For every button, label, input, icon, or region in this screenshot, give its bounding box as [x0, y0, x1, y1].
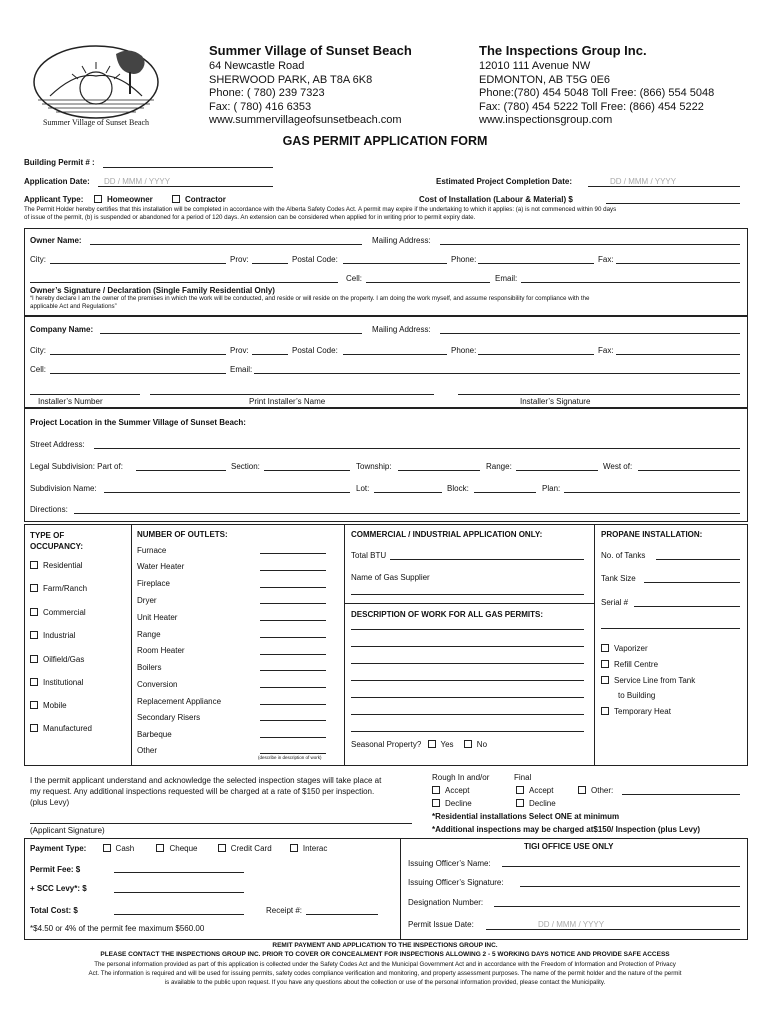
permit-notice-line1: The Permit Holder hereby certifies that this installation will be completed in accordance with the Alberta Safety Codes Act. A permit may expire if the undertaking to which it applies: (a) is not commenced within 90 days [24, 206, 617, 213]
company-city-label: City: [30, 346, 46, 355]
seasonal-yes-checkbox[interactable] [428, 740, 436, 748]
township-label: Township: [356, 462, 392, 471]
propane-to-building: to Building [618, 691, 656, 700]
cost-field[interactable] [606, 203, 740, 204]
seasonal-property [351, 740, 487, 749]
permit-issue-date-label: Permit Issue Date: [408, 920, 474, 929]
applicant-signature-field[interactable] [30, 823, 412, 824]
permit-fee-field[interactable] [114, 872, 244, 873]
outlet-furnace: Furnace [137, 546, 167, 555]
other-inspection-field[interactable] [622, 794, 740, 795]
cash-checkbox[interactable] [103, 844, 111, 852]
block-label: Block: [447, 484, 469, 493]
total-cost-field[interactable] [114, 914, 244, 915]
owner-cell-label: Cell: [346, 274, 363, 283]
final-accept-checkbox[interactable] [516, 786, 524, 794]
owner-phone-label: Phone: [451, 255, 477, 264]
subdivision-name-label: Subdivision Name: [30, 484, 97, 493]
rough-in-decline-checkbox[interactable] [432, 799, 440, 807]
officer-signature-field[interactable] [520, 886, 740, 887]
form-title: GAS PERMIT APPLICATION FORM [282, 134, 488, 148]
ack-line2: my request. Any additional inspections requested will be charged at a rate of $150 per inspection. [30, 787, 375, 796]
building-permit-label: Building Permit # : [24, 158, 95, 167]
outlet-unit-heater-field[interactable] [260, 620, 326, 621]
refill-centre-checkbox[interactable] [601, 660, 609, 668]
occupancy-mobile[interactable]: Mobile [30, 701, 67, 710]
serial-label: Serial # [601, 598, 629, 607]
vaporizer-checkbox[interactable] [601, 644, 609, 652]
footer-privacy-1: The personal information provided as part of this application is collected under the Safety Codes Act and the Municipal Government Act and in accordance with the Freedom of Information and Protection of Privacy [94, 961, 676, 968]
receipt-label: Receipt #: [266, 906, 303, 915]
rough-in-label: Rough In and/or [432, 773, 490, 782]
other-inspection[interactable]: Other: [578, 786, 613, 795]
ack-line1: I the permit applicant understand and acknowledge the selected inspection stages will take place at [30, 776, 382, 785]
work-description-line-7[interactable] [351, 731, 584, 732]
range-field[interactable] [516, 470, 598, 471]
receipt-field[interactable] [306, 914, 378, 915]
inspections-phone: Phone:(780) 454 5048 Toll Free: (866) 554 5048 [479, 87, 715, 99]
propane-vaporizer[interactable]: Vaporizer [601, 644, 648, 653]
inspections-fax: Fax: (780) 454 5222 Toll Free: (866) 454 5222 [479, 100, 704, 113]
final-decline-checkbox[interactable] [516, 799, 524, 807]
grid-divider-2 [344, 524, 345, 766]
plan-label: Plan: [542, 484, 561, 493]
farm-ranch-checkbox[interactable] [30, 584, 38, 592]
owner-city-field[interactable] [50, 263, 226, 264]
outlet-barbeque: Barbeque [137, 730, 172, 739]
total-cost-label: Total Cost: $ [30, 906, 78, 915]
final-decline[interactable]: Decline [516, 799, 556, 808]
outlet-furnace-field[interactable] [260, 553, 326, 554]
company-cell-label: Cell: [30, 365, 47, 374]
other-inspection-checkbox[interactable] [578, 786, 586, 794]
payment-type [30, 844, 327, 853]
scc-levy-label: + SCC Levy*: $ [30, 884, 87, 893]
outlet-water-heater-field[interactable] [260, 570, 326, 571]
work-description-title: DESCRIPTION OF WORK FOR ALL GAS PERMITS: [351, 610, 543, 619]
company-fax-field[interactable] [616, 354, 740, 355]
company-postal-field[interactable] [343, 354, 447, 355]
outlet-replacement-appliance: Replacement Appliance [137, 697, 222, 706]
owner-declaration-line1: “I hereby declare I am the owner of the premises in which the work will be conducted, and reside or will reside on the property. I am doing the work myself, and assume responsibility for compliance with the [30, 295, 590, 302]
gas-supplier-field[interactable] [351, 594, 584, 595]
company-fax-label: Fax: [598, 346, 614, 355]
installer-signature-label: Installer’s Signature [520, 397, 591, 406]
work-description-line-4[interactable] [351, 680, 584, 681]
outlet-conversion-field[interactable] [260, 687, 326, 688]
occupancy-industrial[interactable]: Industrial [30, 631, 75, 640]
outlet-water-heater: Water Heater [137, 562, 185, 571]
owner-fax-field[interactable] [616, 263, 740, 264]
work-description-line-3[interactable] [351, 663, 584, 664]
footer-contact: PLEASE CONTACT THE INSPECTIONS GROUP INC. PRIOR TO COVER OR CONCEALMENT FOR INSPECTIONS ALLOWING 2 - 5 WORKING DAYS NOTICE AND PROVIDE SAFE ACCESS [100, 951, 670, 958]
credit-card-label: Credit Card [230, 844, 272, 853]
officer-name-field[interactable] [502, 866, 740, 867]
company-phone-label: Phone: [451, 346, 477, 355]
completion-date-label: Estimated Project Completion Date: [436, 177, 573, 186]
outlet-room-heater: Room Heater [137, 646, 185, 655]
outlet-conversion: Conversion [137, 680, 178, 689]
outlet-secondary-risers-field[interactable] [260, 720, 326, 721]
final-label: Final [514, 773, 532, 782]
municipality-name: Summer Village of Sunset Beach [209, 43, 412, 58]
outlet-fireplace: Fireplace [137, 579, 170, 588]
industrial-checkbox[interactable] [30, 631, 38, 639]
institutional-checkbox[interactable] [30, 678, 38, 686]
manufactured-checkbox[interactable] [30, 724, 38, 732]
homeowner-option[interactable]: Homeowner [94, 195, 153, 204]
owner-name-field[interactable] [90, 244, 362, 245]
municipality-contact [209, 43, 469, 128]
footer-privacy-3: is available to the public upon request. If you have any questions about the collection or use of the personal information provided, please contact the Municipality. [164, 979, 606, 986]
owner-email-field[interactable] [521, 282, 740, 283]
contractor-checkbox[interactable] [172, 195, 180, 203]
permit-notice-line2: of issue of the permit, (b) is suspended or abandoned for a period of 120 days. An extension can be considered when applied for in writing prior to permit expiry date. [24, 214, 476, 221]
designation-number-label: Designation Number: [408, 898, 484, 907]
commercial-divider [344, 603, 594, 604]
outlet-range-field[interactable] [260, 637, 326, 638]
owner-city-label: City: [30, 255, 46, 264]
occupancy-oilfield-gas[interactable]: Oilfield/Gas [30, 655, 84, 664]
outlet-replacement-field[interactable] [260, 704, 326, 705]
final-accept[interactable]: Accept [516, 786, 553, 795]
completion-date-field[interactable] [588, 186, 740, 187]
lot-label: Lot: [356, 484, 370, 493]
temporary-heat-checkbox[interactable] [601, 707, 609, 715]
owner-email-label: Email: [495, 274, 518, 283]
outlet-other-field[interactable] [260, 753, 326, 754]
mobile-checkbox[interactable] [30, 701, 38, 709]
outlet-secondary-risers: Secondary Risers [137, 713, 201, 722]
rough-in-accept[interactable]: Accept [432, 786, 469, 795]
seasonal-yes-label: Yes [440, 740, 454, 749]
company-email-label: Email: [230, 365, 253, 374]
office-use-title: TIGI OFFICE USE ONLY [524, 842, 614, 851]
application-date-label: Application Date: [24, 177, 90, 186]
municipality-phone: Phone: ( 780) 239 7323 [209, 87, 325, 99]
cheque-label: Cheque [169, 844, 198, 853]
payment-divider [400, 838, 401, 940]
inspections-contact [479, 43, 749, 128]
oilfield-gas-checkbox[interactable] [30, 655, 38, 663]
outlet-range: Range [137, 630, 161, 639]
building-permit-field[interactable] [103, 167, 273, 168]
outlet-dryer: Dryer [137, 596, 157, 605]
rough-in-decline[interactable]: Decline [432, 799, 472, 808]
municipality-address2: SHERWOOD PARK, AB T8A 6K8 [209, 73, 373, 86]
installer-number-field[interactable] [30, 394, 140, 395]
application-date-placeholder: DD / MMM / YYYY [104, 177, 171, 186]
seasonal-no-checkbox[interactable] [464, 740, 472, 748]
cost-label: Cost of Installation (Labour & Material) $ [419, 195, 573, 204]
permit-issue-date-field[interactable] [486, 929, 740, 930]
occupancy-title: TYPE OF OCCUPANCY: [30, 531, 84, 551]
cash-label: Cash [115, 844, 135, 853]
west-of-field[interactable] [638, 470, 740, 471]
street-address-field[interactable] [94, 448, 740, 449]
owner-extra-field[interactable] [30, 282, 338, 283]
outlet-other: Other [137, 746, 158, 755]
sunset-logo-icon [30, 42, 162, 122]
officer-name-label: Issuing Officer’s Name: [408, 859, 491, 868]
commercial-title: COMMERCIAL / INDUSTRIAL APPLICATION ONLY: [351, 530, 543, 539]
permit-issue-date-placeholder: DD / MMM / YYYY [538, 920, 605, 929]
section-label: Section: [231, 462, 260, 471]
directions-field[interactable] [74, 513, 740, 514]
residential-checkbox[interactable] [30, 561, 38, 569]
section-field[interactable] [264, 470, 350, 471]
installer-name-label: Print Installer’s Name [249, 397, 326, 406]
footer-privacy-2: Act. The information is required and will be used for issuing permits, safety codes compliance verification and monitoring, and property assessment purposes. The name of the permit holder and the nature of the permit [88, 970, 682, 977]
occupancy-manufactured[interactable]: Manufactured [30, 724, 92, 733]
owner-prov-label: Prov: [230, 255, 249, 264]
installer-name-field[interactable] [150, 394, 434, 395]
service-line-checkbox[interactable] [601, 676, 609, 684]
company-mailing-field[interactable] [440, 333, 740, 334]
township-field[interactable] [398, 470, 480, 471]
inspections-address1: 12010 111 Avenue NW [479, 60, 591, 72]
plan-field[interactable] [564, 492, 740, 493]
cheque-checkbox[interactable] [156, 844, 164, 852]
legal-subdivision-label: Legal Subdivision: Part of: [30, 462, 123, 471]
outlet-dryer-field[interactable] [260, 603, 326, 604]
credit-card-checkbox[interactable] [218, 844, 226, 852]
owner-signature-title: Owner’s Signature / Declaration (Single Family Residential Only) [30, 286, 275, 295]
work-description-line-1[interactable] [351, 629, 584, 630]
propane-temporary-heat[interactable]: Temporary Heat [601, 707, 671, 716]
outlet-barbeque-field[interactable] [260, 737, 326, 738]
ack-line3: (plus Levy) [30, 798, 70, 807]
owner-fax-label: Fax: [598, 255, 614, 264]
owner-postal-label: Postal Code: [292, 255, 338, 264]
owner-prov-field[interactable] [252, 263, 288, 264]
designation-number-field[interactable] [494, 906, 740, 907]
directions-label: Directions: [30, 505, 68, 514]
company-email-field[interactable] [254, 373, 740, 374]
municipality-address1: 64 Newcastle Road [209, 60, 305, 72]
levy-note: *$4.50 or 4% of the permit fee maximum $560.00 [30, 924, 205, 933]
company-name-field[interactable] [100, 333, 362, 334]
tank-size-field[interactable] [644, 582, 740, 583]
total-btu-label: Total BTU [351, 551, 387, 560]
gas-supplier-label: Name of Gas Supplier [351, 573, 430, 582]
company-mailing-label: Mailing Address: [372, 325, 431, 334]
no-of-tanks-label: No. of Tanks [601, 551, 646, 560]
block-field[interactable] [474, 492, 536, 493]
interac-label: Interac [302, 844, 328, 853]
tank-size-label: Tank Size [601, 574, 636, 583]
work-description-line-5[interactable] [351, 697, 584, 698]
grid-divider-3 [594, 524, 595, 766]
scc-levy-field[interactable] [114, 892, 244, 893]
installer-signature-field[interactable] [458, 394, 740, 395]
owner-postal-field[interactable] [343, 263, 447, 264]
company-name-label: Company Name: [30, 325, 94, 334]
owner-declaration-line2: applicable Act and Regulations” [30, 303, 117, 310]
company-city-field[interactable] [50, 354, 226, 355]
interac-checkbox[interactable] [290, 844, 298, 852]
propane-title: PROPANE INSTALLATION: [601, 530, 703, 539]
company-cell-field[interactable] [50, 373, 226, 374]
owner-mailing-label: Mailing Address: [372, 236, 431, 245]
serial-field[interactable] [634, 606, 740, 607]
outlet-boilers-field[interactable] [260, 670, 326, 671]
occupancy-residential[interactable]: Residential [30, 561, 83, 570]
occupancy-institutional[interactable]: Institutional [30, 678, 83, 687]
propane-service-line[interactable]: Service Line from Tank [601, 676, 695, 685]
rough-in-accept-checkbox[interactable] [432, 786, 440, 794]
company-phone-field[interactable] [478, 354, 594, 355]
outlet-unit-heater: Unit Heater [137, 613, 178, 622]
contractor-option[interactable]: Contractor [172, 195, 226, 204]
owner-name-label: Owner Name: [30, 236, 82, 245]
applicant-type-label: Applicant Type: [24, 195, 84, 204]
no-of-tanks-field[interactable] [656, 559, 740, 560]
location-title: Project Location in the Summer Village of Sunset Beach: [30, 418, 246, 427]
propane-refill-centre[interactable]: Refill Centre [601, 660, 658, 669]
street-address-label: Street Address: [30, 440, 85, 449]
residential-note: *Residential installations Select ONE at minimum [432, 812, 620, 821]
subdivision-name-field[interactable] [104, 492, 350, 493]
owner-cell-field[interactable] [366, 282, 490, 283]
logo-caption: Summer Village of Sunset Beach [42, 118, 150, 127]
serial-field-2[interactable] [601, 628, 740, 629]
outlet-boilers: Boilers [137, 663, 162, 672]
west-of-label: West of: [603, 462, 633, 471]
commercial-checkbox[interactable] [30, 608, 38, 616]
owner-mailing-field[interactable] [440, 244, 740, 245]
completion-date-placeholder: DD / MMM / YYYY [610, 177, 677, 186]
company-postal-label: Postal Code: [292, 346, 338, 355]
work-description-line-2[interactable] [351, 646, 584, 647]
outlets-title: NUMBER OF OUTLETS: [137, 530, 228, 539]
outlet-room-heater-field[interactable] [260, 654, 326, 655]
seasonal-no-label: No [476, 740, 488, 749]
municipality-website[interactable]: www.summervillageofsunsetbeach.com [209, 114, 402, 126]
permit-fee-label: Permit Fee: $ [30, 865, 81, 874]
company-prov-label: Prov: [230, 346, 249, 355]
work-description-line-6[interactable] [351, 714, 584, 715]
occupancy-farm-ranch[interactable]: Farm/Ranch [30, 584, 87, 593]
seasonal-property-label: Seasonal Property? [351, 740, 422, 749]
outlet-other-note: (describe in description of work) [258, 755, 322, 760]
installer-number-label: Installer’s Number [38, 397, 103, 406]
applicant-signature-label: (Applicant Signature) [30, 826, 105, 835]
payment-type-label: Payment Type: [30, 844, 87, 853]
occupancy-commercial[interactable]: Commercial [30, 608, 86, 617]
inspections-name: The Inspections Group Inc. [479, 43, 647, 58]
inspections-website[interactable]: www.inspectionsgroup.com [479, 114, 613, 126]
outlet-fireplace-field[interactable] [260, 587, 326, 588]
footer-remit: REMIT PAYMENT AND APPLICATION TO THE INSPECTIONS GROUP INC. [272, 942, 498, 949]
municipality-fax: Fax: ( 780) 416 6353 [209, 100, 312, 113]
part-of-field[interactable] [136, 470, 226, 471]
lot-field[interactable] [374, 492, 442, 493]
inspections-address2: EDMONTON, AB T5G 0E6 [479, 73, 611, 86]
officer-signature-label: Issuing Officer’s Signature: [408, 878, 504, 887]
company-prov-field[interactable] [252, 354, 288, 355]
range-label: Range: [486, 462, 512, 471]
homeowner-checkbox[interactable] [94, 195, 102, 203]
logo [30, 42, 162, 132]
additional-inspection-note: *Additional inspections may be charged at$150/ Inspection (plus Levy) [432, 825, 701, 834]
owner-phone-field[interactable] [478, 263, 594, 264]
grid-divider-1 [131, 524, 132, 766]
total-btu-field[interactable] [390, 559, 584, 560]
application-date-field[interactable] [98, 186, 273, 187]
